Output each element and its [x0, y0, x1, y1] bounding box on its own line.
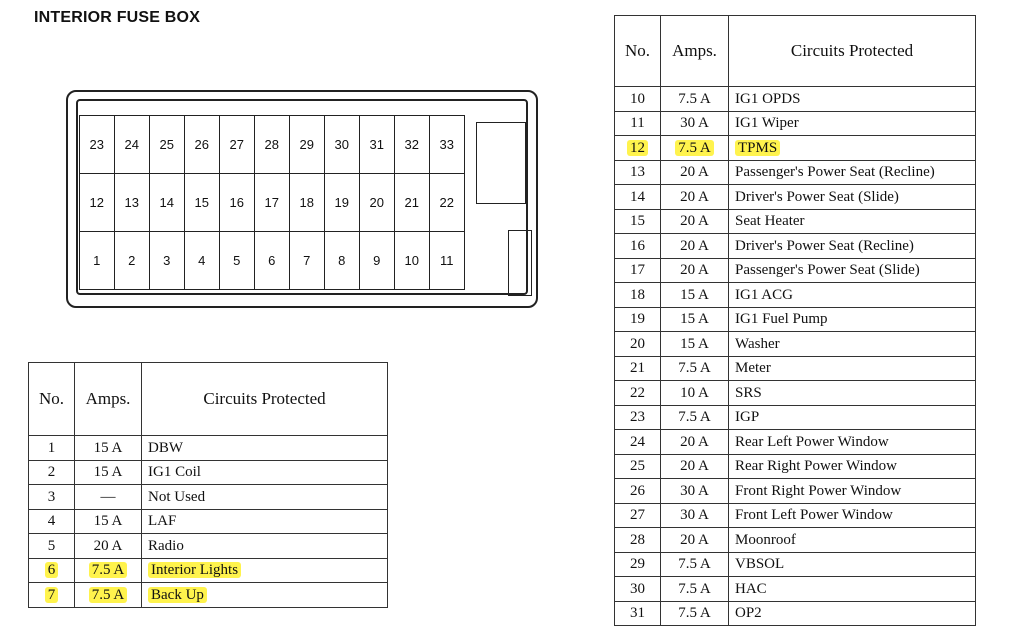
- fuse-number: 26: [630, 482, 645, 499]
- fuse-number-cell: [615, 185, 661, 210]
- table-row: [615, 503, 976, 528]
- header-no: No.: [29, 363, 75, 436]
- fuse-circuit: Driver's Power Seat (Slide): [735, 188, 899, 205]
- fuse-amps: 7.5 A: [675, 140, 714, 156]
- fuse-amps-cell: [661, 160, 729, 185]
- table-row: [615, 307, 976, 332]
- fuse-number: 16: [630, 237, 645, 254]
- table-header-row: [29, 363, 388, 436]
- fuse-circuit: SRS: [735, 384, 762, 401]
- fuse-number: 4: [47, 513, 56, 530]
- fuse-number: 29: [630, 556, 645, 573]
- fuse-amps-cell: [75, 436, 142, 461]
- fuse-amps-cell: [75, 485, 142, 510]
- fuse-amps-cell: [661, 577, 729, 602]
- fuse-circuit-cell: [729, 160, 976, 185]
- fuse-circuit: VBSOL: [735, 556, 785, 573]
- fuse-circuit: Not Used: [148, 488, 206, 505]
- fuse-amps: 20 A: [680, 458, 709, 475]
- fuse-slot: 23: [79, 115, 116, 175]
- fuse-slot: 13: [114, 173, 151, 233]
- fuse-circuit-cell: [729, 209, 976, 234]
- fuse-circuit-cell: [729, 430, 976, 455]
- fuse-circuit-cell: [729, 577, 976, 602]
- fuse-slot: 27: [219, 115, 256, 175]
- fuse-number-cell: [615, 111, 661, 136]
- fuse-number-cell: [29, 534, 75, 559]
- fuse-circuit-cell: [729, 332, 976, 357]
- fuse-slot: 20: [359, 173, 396, 233]
- fuse-number: 23: [630, 409, 645, 426]
- fuse-number: 24: [630, 433, 645, 450]
- table-row: [29, 460, 388, 485]
- fuse-circuit: Moonroof: [735, 531, 796, 548]
- fuse-circuit: IG1 OPDS: [735, 90, 801, 107]
- fuse-amps: 7.5 A: [678, 360, 711, 377]
- fuse-amps: 7.5 A: [89, 562, 128, 578]
- fuse-slot: 3: [149, 231, 186, 291]
- fuse-number: 13: [630, 164, 645, 181]
- fuse-amps: 20 A: [680, 531, 709, 548]
- fuse-slot: 16: [219, 173, 256, 233]
- fuse-amps: 7.5 A: [678, 90, 711, 107]
- header-amps: Amps.: [661, 16, 729, 87]
- fuse-circuit-cell: [729, 258, 976, 283]
- fuse-circuit-cell: [729, 87, 976, 112]
- table-row: [615, 430, 976, 455]
- header-amps: Amps.: [75, 363, 142, 436]
- fuse-amps: 15 A: [93, 439, 123, 456]
- fuse-amps: 30 A: [680, 507, 709, 524]
- fuse-circuit-cell: [729, 136, 976, 161]
- fuse-amps-cell: [75, 534, 142, 559]
- fuse-amps-cell: [661, 332, 729, 357]
- table-row: [29, 485, 388, 510]
- fuse-number: 10: [630, 90, 645, 107]
- table-row: [615, 136, 976, 161]
- table-row: [615, 405, 976, 430]
- table-row: [615, 185, 976, 210]
- table-row: [29, 509, 388, 534]
- fuse-circuit: IG1 Coil: [148, 464, 201, 481]
- fuse-number: 2: [47, 464, 56, 481]
- fuse-slot: 4: [184, 231, 221, 291]
- relay-slot-lower: [508, 230, 532, 296]
- relay-slot-upper: [476, 122, 526, 204]
- fuse-number-cell: [615, 258, 661, 283]
- fuse-circuit-cell: [142, 583, 388, 608]
- fuse-circuit: IGP: [735, 409, 760, 426]
- table-row: [29, 534, 388, 559]
- fuse-circuit: HAC: [735, 580, 767, 597]
- fuse-amps: 20 A: [680, 188, 709, 205]
- fuse-number-cell: [615, 307, 661, 332]
- fuse-circuit-cell: [729, 454, 976, 479]
- fuse-amps: 15 A: [680, 286, 709, 303]
- fuse-table-right: [614, 15, 976, 626]
- fuse-circuit-cell: [142, 485, 388, 510]
- fuse-number-cell: [615, 430, 661, 455]
- fuse-slot: 1: [79, 231, 116, 291]
- fuse-number-cell: [615, 160, 661, 185]
- fuse-slot: 6: [254, 231, 291, 291]
- fuse-amps-cell: [661, 87, 729, 112]
- fuse-circuit: Meter: [735, 360, 771, 377]
- fuse-number-cell: [29, 436, 75, 461]
- fuse-amps: 7.5 A: [89, 587, 128, 603]
- fuse-number-cell: [615, 405, 661, 430]
- fuse-number-cell: [615, 136, 661, 161]
- fuse-slot: 15: [184, 173, 221, 233]
- fuse-amps: 20 A: [680, 164, 709, 181]
- fuse-number: 20: [630, 335, 645, 352]
- fuse-number-cell: [29, 460, 75, 485]
- fuse-circuit-cell: [729, 552, 976, 577]
- fuse-number-cell: [615, 454, 661, 479]
- fuse-circuit: LAF: [148, 513, 177, 530]
- table-row: [615, 160, 976, 185]
- fuse-amps-cell: [661, 381, 729, 406]
- fuse-circuit-cell: [142, 460, 388, 485]
- fuse-number: 21: [630, 360, 645, 377]
- table-row: [615, 479, 976, 504]
- table-row: [615, 577, 976, 602]
- fuse-circuit: IG1 ACG: [735, 286, 793, 303]
- table-row: [29, 558, 388, 583]
- table-row: [615, 209, 976, 234]
- fuse-circuit: Washer: [735, 335, 780, 352]
- fuse-number: 6: [45, 562, 59, 578]
- fuse-number-cell: [615, 209, 661, 234]
- fuse-number-cell: [615, 332, 661, 357]
- fuse-number: 14: [630, 188, 645, 205]
- fuse-number-cell: [615, 283, 661, 308]
- fuse-circuit: OP2: [735, 605, 762, 622]
- fuse-box-diagram: [66, 90, 538, 308]
- fuse-circuit: Front Right Power Window: [735, 482, 902, 499]
- table-row: [29, 583, 388, 608]
- fuse-amps-cell: [661, 111, 729, 136]
- fuse-number: 30: [630, 580, 645, 597]
- fuse-circuit: Seat Heater: [735, 213, 805, 230]
- fuse-circuit: Passenger's Power Seat (Slide): [735, 262, 920, 279]
- fuse-number: 27: [630, 507, 645, 524]
- fuse-number-cell: [615, 381, 661, 406]
- fuse-slot: 26: [184, 115, 221, 175]
- fuse-slot: 21: [394, 173, 431, 233]
- fuse-amps: 15 A: [93, 464, 123, 481]
- fuse-circuit: Rear Right Power Window: [735, 458, 898, 475]
- fuse-number-cell: [615, 356, 661, 381]
- fuse-number-cell: [29, 558, 75, 583]
- fuse-number-cell: [615, 234, 661, 259]
- table-row: [615, 454, 976, 479]
- fuse-slot: 31: [359, 115, 396, 175]
- fuse-grid: [80, 116, 454, 283]
- fuse-amps: 15 A: [680, 311, 709, 328]
- fuse-amps-cell: [661, 430, 729, 455]
- fuse-circuit-cell: [729, 381, 976, 406]
- fuse-amps: 15 A: [680, 335, 709, 352]
- fuse-amps: 7.5 A: [678, 409, 711, 426]
- fuse-amps-cell: [661, 552, 729, 577]
- fuse-slot: 33: [429, 115, 466, 175]
- fuse-number-cell: [615, 87, 661, 112]
- fuse-circuit-cell: [142, 436, 388, 461]
- fuse-number: 18: [630, 286, 645, 303]
- fuse-amps: 30 A: [680, 115, 709, 132]
- fuse-circuit-cell: [729, 479, 976, 504]
- fuse-number: 5: [47, 537, 56, 554]
- fuse-circuit: Driver's Power Seat (Recline): [735, 237, 914, 254]
- fuse-number-cell: [29, 509, 75, 534]
- table-row: [615, 111, 976, 136]
- fuse-slot: 24: [114, 115, 151, 175]
- fuse-circuit: DBW: [148, 439, 183, 456]
- fuse-amps: 20 A: [680, 433, 709, 450]
- fuse-amps-cell: [661, 454, 729, 479]
- fuse-circuit: Radio: [148, 537, 184, 554]
- fuse-amps-cell: [661, 234, 729, 259]
- page-title: INTERIOR FUSE BOX: [34, 9, 201, 26]
- fuse-slot: 11: [429, 231, 466, 291]
- fuse-amps-cell: [661, 356, 729, 381]
- fuse-slot: 32: [394, 115, 431, 175]
- fuse-amps: 15 A: [93, 513, 123, 530]
- fuse-circuit-cell: [142, 534, 388, 559]
- fuse-slot: 29: [289, 115, 326, 175]
- fuse-circuit: TPMS: [735, 140, 780, 156]
- fuse-number: 17: [630, 262, 645, 279]
- fuse-number: 7: [45, 587, 59, 603]
- fuse-number: 1: [47, 439, 56, 456]
- fuse-number: 12: [627, 140, 648, 156]
- fuse-circuit: IG1 Fuel Pump: [735, 311, 828, 328]
- fuse-amps-cell: [661, 601, 729, 626]
- fuse-slot: 5: [219, 231, 256, 291]
- fuse-slot: 7: [289, 231, 326, 291]
- table-row: [615, 87, 976, 112]
- table-row: [615, 258, 976, 283]
- fuse-circuit: Interior Lights: [148, 562, 241, 578]
- fuse-circuit: Rear Left Power Window: [735, 433, 889, 450]
- fuse-circuit-cell: [729, 503, 976, 528]
- fuse-number: 19: [630, 311, 645, 328]
- table-row: [615, 234, 976, 259]
- fuse-amps: 20 A: [680, 213, 709, 230]
- fuse-amps-cell: [75, 583, 142, 608]
- fuse-number: 15: [630, 213, 645, 230]
- fuse-amps-cell: [75, 460, 142, 485]
- fuse-number: 28: [630, 531, 645, 548]
- fuse-amps: —: [100, 488, 116, 505]
- fuse-row: [80, 174, 465, 232]
- fuse-circuit: IG1 Wiper: [735, 115, 799, 132]
- fuse-amps-cell: [661, 528, 729, 553]
- fuse-row: [80, 232, 465, 290]
- fuse-circuit-cell: [729, 528, 976, 553]
- table-row: [615, 356, 976, 381]
- fuse-circuit-cell: [729, 111, 976, 136]
- fuse-amps: 20 A: [93, 537, 123, 554]
- fuse-amps-cell: [661, 503, 729, 528]
- fuse-slot: 14: [149, 173, 186, 233]
- fuse-number-cell: [615, 503, 661, 528]
- fuse-number-cell: [29, 485, 75, 510]
- fuse-amps-cell: [661, 258, 729, 283]
- fuse-slot: 2: [114, 231, 151, 291]
- fuse-amps-cell: [75, 509, 142, 534]
- table-row: [615, 283, 976, 308]
- fuse-amps-cell: [661, 479, 729, 504]
- fuse-slot: 19: [324, 173, 361, 233]
- header-circuits: Circuits Protected: [142, 363, 388, 436]
- fuse-amps-cell: [661, 283, 729, 308]
- fuse-slot: 30: [324, 115, 361, 175]
- fuse-number-cell: [29, 583, 75, 608]
- table-row: [615, 601, 976, 626]
- fuse-number-cell: [615, 601, 661, 626]
- fuse-row: [80, 116, 465, 174]
- fuse-amps: 20 A: [680, 237, 709, 254]
- fuse-circuit-cell: [729, 356, 976, 381]
- fuse-slot: 18: [289, 173, 326, 233]
- fuse-circuit-cell: [729, 185, 976, 210]
- fuse-circuit-cell: [142, 558, 388, 583]
- fuse-amps-cell: [661, 209, 729, 234]
- fuse-number: 3: [47, 488, 56, 505]
- fuse-amps: 30 A: [680, 482, 709, 499]
- table-row: [615, 552, 976, 577]
- fuse-number-cell: [615, 528, 661, 553]
- fuse-amps: 20 A: [680, 262, 709, 279]
- fuse-circuit-cell: [729, 601, 976, 626]
- fuse-amps-cell: [661, 185, 729, 210]
- fuse-slot: 12: [79, 173, 116, 233]
- header-no: No.: [615, 16, 661, 87]
- fuse-circuit-cell: [729, 283, 976, 308]
- fuse-slot: 22: [429, 173, 466, 233]
- fuse-circuit: Back Up: [148, 587, 207, 603]
- table-header-row: [615, 16, 976, 87]
- fuse-amps-cell: [661, 136, 729, 161]
- table-row: [615, 332, 976, 357]
- fuse-amps-cell: [661, 307, 729, 332]
- fuse-table-left: [28, 362, 388, 608]
- fuse-slot: 10: [394, 231, 431, 291]
- fuse-circuit: Passenger's Power Seat (Recline): [735, 164, 935, 181]
- fuse-circuit: Front Left Power Window: [735, 507, 893, 524]
- fuse-slot: 28: [254, 115, 291, 175]
- fuse-amps: 10 A: [680, 384, 709, 401]
- fuse-slot: 17: [254, 173, 291, 233]
- fuse-slot: 9: [359, 231, 396, 291]
- table-row: [29, 436, 388, 461]
- fuse-circuit-cell: [729, 307, 976, 332]
- fuse-number: 31: [630, 605, 645, 622]
- fuse-circuit-cell: [729, 405, 976, 430]
- fuse-amps: 7.5 A: [678, 580, 711, 597]
- fuse-number-cell: [615, 479, 661, 504]
- fuse-amps: 7.5 A: [678, 556, 711, 573]
- fuse-amps: 7.5 A: [678, 605, 711, 622]
- fuse-number-cell: [615, 577, 661, 602]
- fuse-slot: 25: [149, 115, 186, 175]
- fuse-amps-cell: [661, 405, 729, 430]
- fuse-slot: 8: [324, 231, 361, 291]
- fuse-circuit-cell: [142, 509, 388, 534]
- fuse-number: 11: [630, 115, 645, 132]
- fuse-number: 22: [630, 384, 645, 401]
- table-row: [615, 528, 976, 553]
- fuse-number-cell: [615, 552, 661, 577]
- fuse-number: 25: [630, 458, 645, 475]
- table-row: [615, 381, 976, 406]
- fuse-circuit-cell: [729, 234, 976, 259]
- header-circuits: Circuits Protected: [729, 16, 976, 87]
- fuse-amps-cell: [75, 558, 142, 583]
